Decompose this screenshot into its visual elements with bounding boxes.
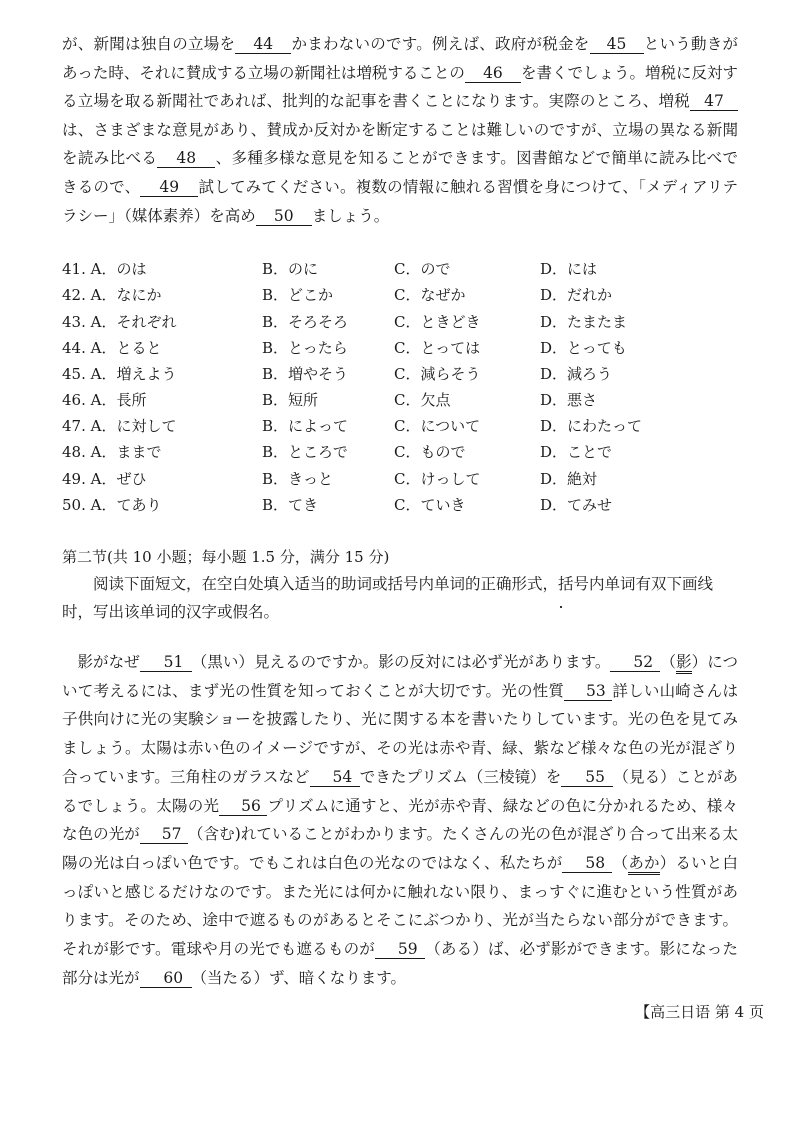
question-row [62, 309, 738, 335]
blank-48: 48 [157, 149, 215, 168]
question-row [62, 439, 738, 465]
blank-50: 50 [256, 207, 312, 226]
text-segment: （含む)れていることがわかります。たくさんの光の色が混ざり合って出来る太陽の光は白っぽい色です。でもこれは白色の光なのではなく、私たちが [62, 825, 738, 872]
blank-52: 52 [610, 653, 660, 672]
text-segment: を書くでしょう。増税に反対する立場を取る新聞社であれば、批判的な記事を書くことになります。実際のところ、増税 [62, 63, 738, 111]
question-row [62, 282, 738, 308]
stray-dot [560, 606, 562, 608]
blank-56: 56 [219, 797, 267, 816]
option-d: D．てみせ [540, 495, 613, 514]
question-row [62, 361, 738, 387]
text-segment: （黒い）見えるのですか。影の反対には必ず光があります。 [191, 653, 611, 672]
blank-44: 44 [235, 35, 291, 54]
text-segment: が、新聞は独自の立場を [62, 35, 236, 53]
option-c: C．ので [394, 260, 451, 279]
passage-shadow-light [62, 648, 738, 992]
blank-57: 57 [140, 825, 188, 844]
option-b: B．てき [262, 495, 319, 514]
section2-instructions: 阅读下面短文，在空白处填入适当的助词或括号内单词的正确形式，括号内单词有双下画线时，写出该单词的汉字或假名。 [62, 575, 714, 622]
option-a: 50. A．てあり [62, 495, 162, 514]
exam-page [62, 30, 738, 992]
option-a: 42. A．なにか [62, 286, 162, 305]
blank-54: 54 [310, 768, 360, 787]
option-b: B．そろそろ [262, 312, 349, 331]
text-segment: ）について考えるには、まず光の性質を知っておくことが大切です。光の性質 [62, 653, 738, 700]
double-underlined-word: 影 [676, 653, 692, 674]
option-a: 41. A．のは [62, 260, 147, 279]
question-row [62, 413, 738, 439]
option-d: D．絶対 [540, 469, 598, 488]
option-d: D．だれか [540, 286, 613, 305]
answer-options-41-50 [62, 256, 738, 518]
option-c: C．減らそう [394, 364, 481, 383]
text-segment: （ [660, 653, 677, 672]
question-row [62, 256, 738, 282]
option-d: D．ことで [540, 443, 613, 462]
option-d: D．たまたま [540, 312, 628, 331]
blank-45: 45 [590, 35, 644, 54]
blank-59: 59 [375, 940, 425, 959]
question-row [62, 335, 738, 361]
option-d: D．には [540, 260, 598, 279]
option-c: C．について [394, 417, 481, 436]
option-c: C．ときどき [394, 312, 481, 331]
option-b: B．のに [262, 260, 319, 279]
passage-part1-continued [62, 30, 738, 230]
blank-49: 49 [140, 178, 198, 197]
option-c: C．けっして [394, 469, 481, 488]
text-segment: かまわないのです。例えば、政府が税金を [291, 35, 590, 53]
option-a: 49. A．ぜひ [62, 469, 147, 488]
blank-58: 58 [562, 854, 612, 873]
text-segment: プリズムに通すと、光が赤や青、緑などの色に分かれるため、様々な色の光が [62, 796, 738, 844]
text-segment: 試してみてください。複数の情報に触れる習慣を身につけて、「メディアリテラシー」（媒体素养）を高め [62, 177, 738, 225]
blank-53: 53 [564, 682, 612, 701]
text-segment: ）るいと白っぽいと感じるだけなのです。また光には何かに触れない限り、まっすぐに進むという性質があります。そのため、途中で遮るものがあるとそこにぶつかり、光が当たらない部分ができます。それが影です。電球や月の光でも遮るものが [62, 853, 738, 959]
section2-title: 第二节(共 10 小题；每小题 1.5 分，满分 15 分) [62, 548, 390, 567]
text-segment: （ [612, 853, 629, 872]
option-a: 46. A．長所 [62, 391, 147, 410]
option-b: B．によって [262, 417, 349, 436]
option-d: D．とっても [540, 338, 627, 357]
blank-47: 47 [690, 92, 738, 111]
option-a: 44. A．とると [62, 338, 162, 357]
text-segment: 詳しい山崎さんは子供向けに光の実験ショーを披露したり、光に関する本を書いたりしています。光の色を見てみましょう。太陽は赤い色のイメージですが、その光は赤や青、緑、紫など様々な色の光が混ざり合っています。三角柱のガラスなど [62, 681, 739, 786]
option-b: B．とったら [262, 338, 348, 357]
question-row [62, 466, 738, 492]
option-b: B．短所 [262, 391, 319, 410]
text-segment: （当たる）ず、暗くなります。 [191, 968, 407, 987]
text-segment: できたプリズム（三棱镜）を [359, 767, 562, 786]
question-row [62, 387, 738, 413]
blank-55: 55 [561, 768, 613, 787]
blank-46: 46 [465, 64, 521, 83]
option-d: D．にわたって [540, 417, 643, 436]
page-footer: 【高三日语 第 4 页 [635, 1003, 764, 1021]
option-c: C．なぜか [394, 286, 466, 305]
option-a: 48. A．ままで [62, 443, 162, 462]
blank-60: 60 [140, 969, 192, 988]
double-underlined-word: あか [628, 854, 659, 875]
option-b: B．ところで [262, 443, 348, 462]
text-segment: 、多種多様な意見を知ることができます。図書館などで簡単に読み比べできるので、 [62, 149, 738, 196]
text-segment: は、さまざまな意見があり、賛成か反対かを断定することは難しいのですが、立場の異なる新聞を読み比べる [62, 120, 738, 168]
option-b: B．きっと [262, 469, 334, 488]
option-a: 47. A．に対して [62, 417, 177, 436]
option-a: 43. A．それぞれ [62, 312, 177, 331]
option-a: 45. A．増えよう [62, 364, 177, 383]
text-segment: ましょう。 [311, 206, 390, 225]
blank-51: 51 [140, 653, 192, 672]
text-segment: という動きがあった時、それに賛成する立場の新聞社は増税することの [62, 35, 738, 82]
option-c: C．とっては [394, 338, 481, 357]
text-segment: （ある）ば、必ず影ができます。影になった部分は光が [62, 940, 738, 987]
option-d: D．悪さ [540, 391, 598, 410]
question-row [62, 492, 738, 518]
text-segment: （見る）ことがあるでしょう。太陽の光 [62, 767, 738, 815]
option-c: C．ていき [394, 495, 466, 514]
option-c: C．もので [394, 443, 466, 462]
option-b: B．どこか [262, 286, 334, 305]
text-segment: 影がなぜ [77, 653, 140, 672]
section2-passage [62, 648, 738, 992]
option-c: C．欠点 [394, 391, 451, 410]
option-d: D．減ろう [540, 364, 613, 383]
option-b: B．増やそう [262, 364, 349, 383]
